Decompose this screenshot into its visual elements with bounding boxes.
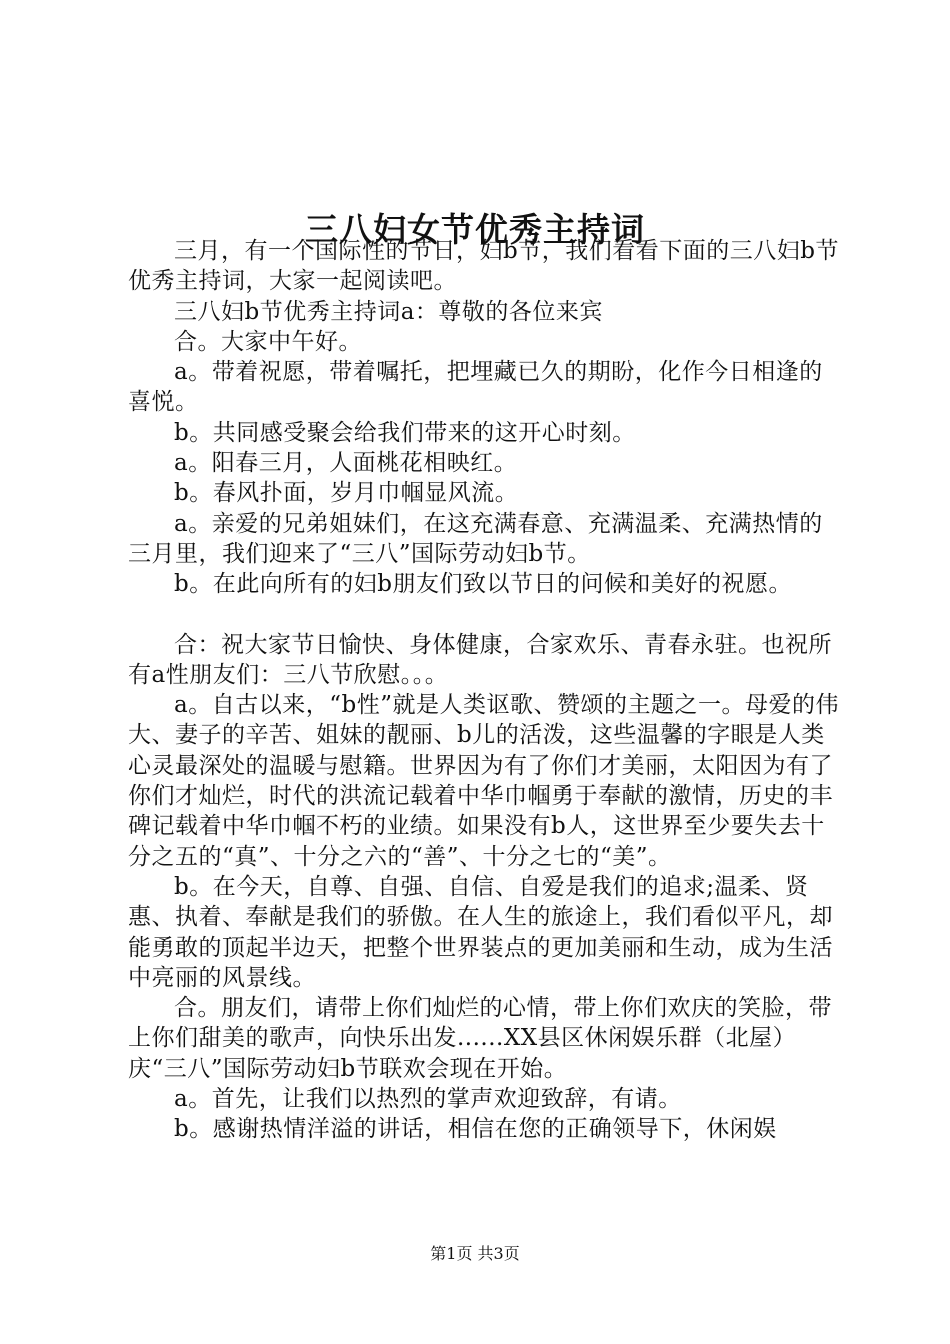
document-body [128, 236, 840, 1145]
paragraph: b。感谢热情洋溢的讲话，相信在您的正确领导下，休闲娱 [174, 1116, 777, 1143]
paragraph: 三月，有一个国际性的节日，妇b节，我们看看下面的三八妇b节优秀主持词，大家一起阅读吧。 [128, 238, 839, 295]
paragraph: b。在今天，自尊、自强、自信、自爱是我们的追求;温柔、贤惠、执着、奉献是我们的骄傲。在人生的旅途上，我们看似平凡，却能勇敢的顶起半边天，把整个世界装点的更加美丽和生动，成为生活中亮丽的风景线。 [128, 873, 833, 991]
paragraph: a。首先，让我们以热烈的掌声欢迎致辞，有请。 [174, 1086, 682, 1113]
page-number-footer: 第1页 共3页 [430, 1244, 520, 1263]
paragraph: a。亲爱的兄弟姐妹们，在这充满春意、充满温柔、充满热情的三月里，我们迎来了“三八”国际劳动妇b节。 [128, 510, 823, 567]
paragraph: b。共同感受聚会给我们带来的这开心时刻。 [174, 419, 636, 446]
paragraph: 合：祝大家节日愉快、身体健康，合家欢乐、青春永驻。也祝所有a性朋友们：三八节欣慰。。。 [128, 631, 832, 688]
paragraph: a。阳春三月，人面桃花相映红。 [174, 450, 518, 477]
document-title: 三八妇女节优秀主持词 [305, 210, 645, 250]
paragraph: b。春风扑面，岁月巾帼显风流。 [174, 480, 519, 507]
paragraph: b。在此向所有的妇b朋友们致以节日的问候和美好的祝愿。 [174, 571, 792, 598]
paragraph: 合。大家中午好。 [174, 328, 362, 355]
paragraph: 合。朋友们，请带上你们灿烂的心情，带上你们欢庆的笑脸，带上你们甜美的歌声，向快乐出发......XX县区休闲娱乐群（北屋）庆“三八”国际劳动妇b节联欢会现在开始。 [128, 995, 832, 1082]
paragraph: a。自古以来，“b性”就是人类讴歌、赞颂的主题之一。母爱的伟大、妻子的辛苦、姐妹的靓丽、b儿的活泼，这些温馨的字眼是人类心灵最深处的温暖与慰籍。世界因为有了你们才美丽，太阳因为有了你们才灿烂，时代的洪流记载着中华巾帼勇于奉献的激情，历史的丰碑记载着中华巾帼不朽的业绩。如果没有b人，这世界至少要失去十分之五的“真”、十分之六的“善”、十分之七的“美”。 [128, 692, 839, 870]
paragraph: a。带着祝愿，带着嘱托，把埋藏已久的期盼，化作今日相逢的喜悦。 [128, 359, 823, 416]
paragraph: 三八妇b节优秀主持词a：尊敬的各位来宾 [174, 298, 603, 325]
